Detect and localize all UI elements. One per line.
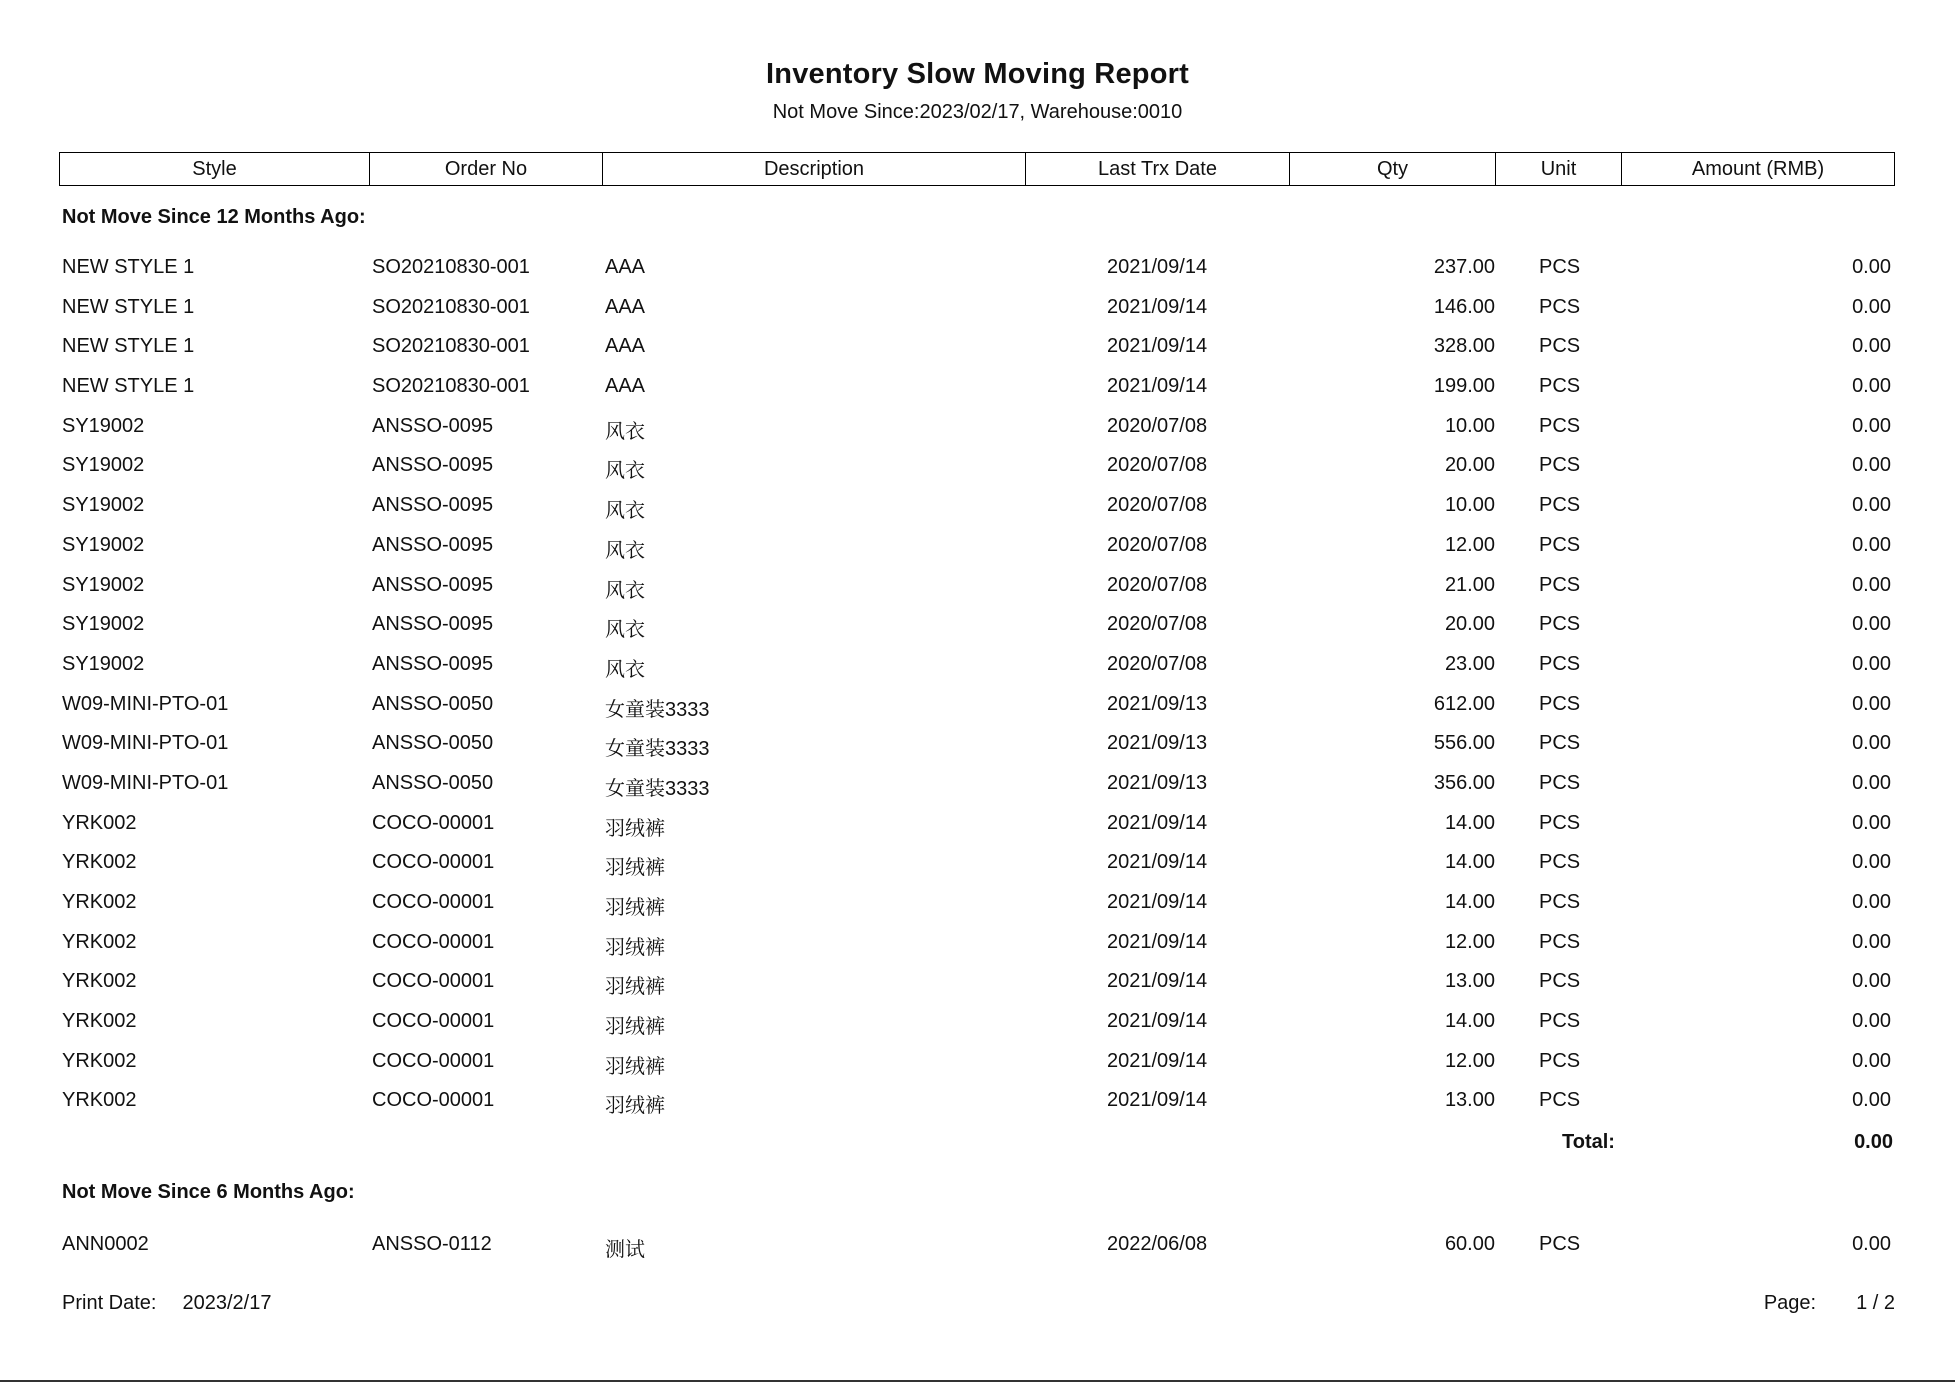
report-subtitle: Not Move Since:2023/02/17, Warehouse:0010 <box>772 101 1183 123</box>
cell-qty: 612.00 <box>1433 692 1495 715</box>
header-qty: Qty <box>1290 153 1496 185</box>
section-title-12-months: Not Move Since 12 Months Ago: <box>62 206 366 228</box>
cell-amount: 0.00 <box>1852 970 1891 993</box>
cell-amount: 0.00 <box>1852 1089 1891 1112</box>
cell-description: 羽绒裤 <box>605 976 665 999</box>
cell-order-no: ANSSO-0095 <box>372 652 494 675</box>
cell-unit: PCS <box>1539 891 1581 913</box>
print-date-value: 2023/2/17 <box>182 1292 272 1314</box>
cell-last-trx-date: 2021/09/13 <box>1107 732 1208 755</box>
cell-amount: 0.00 <box>1852 851 1891 874</box>
cell-unit: PCS <box>1539 573 1581 596</box>
cell-unit: PCS <box>1539 1010 1581 1033</box>
cell-last-trx-date: 2021/09/13 <box>1107 692 1208 715</box>
cell-qty: 199.00 <box>1433 375 1495 398</box>
table-row <box>59 1042 1895 1082</box>
cell-amount: 0.00 <box>1852 930 1891 953</box>
cell-last-trx-date: 2021/09/14 <box>1107 811 1208 834</box>
cell-qty: 60.00 <box>1444 1233 1495 1255</box>
cell-order-no: ANSSO-0095 <box>372 613 494 636</box>
cell-order-no: SO20210830-001 <box>372 295 530 318</box>
cell-qty: 14.00 <box>1444 1010 1495 1033</box>
cell-style: W09-MINI-PTO-01 <box>62 732 229 755</box>
cell-qty: 12.00 <box>1444 930 1495 953</box>
cell-qty: 10.00 <box>1444 414 1495 437</box>
cell-style: YRK002 <box>62 930 137 953</box>
table-row <box>59 1081 1895 1121</box>
cell-unit: PCS <box>1539 613 1581 636</box>
cell-description: 风衣 <box>605 539 645 562</box>
table-row <box>59 367 1895 407</box>
cell-qty: 14.00 <box>1444 891 1495 913</box>
cell-unit: PCS <box>1539 771 1581 794</box>
cell-description: AAA <box>605 256 646 278</box>
cell-unit: PCS <box>1539 930 1581 953</box>
print-date <box>62 1292 271 1315</box>
cell-style: YRK002 <box>62 811 137 834</box>
cell-amount: 0.00 <box>1852 1049 1891 1072</box>
cell-description: 测试 <box>605 1239 645 1261</box>
cell-description: 羽绒裤 <box>605 1055 665 1078</box>
cell-unit: PCS <box>1539 454 1581 477</box>
cell-description: AAA <box>605 375 646 398</box>
table-row <box>59 923 1895 963</box>
cell-amount: 0.00 <box>1852 256 1891 278</box>
cell-last-trx-date: 2021/09/14 <box>1107 891 1208 913</box>
cell-style: YRK002 <box>62 891 137 913</box>
header-last-trx-date: Last Trx Date <box>1026 153 1290 185</box>
cell-qty: 20.00 <box>1444 454 1495 477</box>
print-date-label: Print Date: <box>62 1292 157 1314</box>
cell-unit: PCS <box>1539 1089 1581 1112</box>
table-row <box>59 1002 1895 1042</box>
cell-style: SY19002 <box>62 573 145 596</box>
cell-last-trx-date: 2021/09/14 <box>1107 1010 1208 1033</box>
cell-amount: 0.00 <box>1852 1010 1891 1033</box>
cell-amount: 0.00 <box>1852 692 1891 715</box>
cell-description: 羽绒裤 <box>605 897 665 919</box>
cell-qty: 13.00 <box>1444 970 1495 993</box>
cell-description: 女童装3333 <box>605 698 710 721</box>
cell-amount: 0.00 <box>1852 652 1891 675</box>
header-order-no: Order No <box>370 153 603 185</box>
cell-amount: 0.00 <box>1852 613 1891 636</box>
cell-order-no: ANSSO-0095 <box>372 454 494 477</box>
cell-amount: 0.00 <box>1852 533 1891 556</box>
header-description: Description <box>603 153 1026 185</box>
header-style: Style <box>60 153 370 185</box>
cell-unit: PCS <box>1539 375 1581 398</box>
cell-order-no: ANSSO-0112 <box>372 1233 492 1255</box>
table-row <box>59 605 1895 645</box>
cell-last-trx-date: 2021/09/14 <box>1107 295 1208 318</box>
cell-style: YRK002 <box>62 1010 137 1033</box>
cell-amount: 0.00 <box>1852 732 1891 755</box>
cell-order-no: COCO-00001 <box>372 970 495 993</box>
cell-unit: PCS <box>1539 811 1581 834</box>
cell-description: 羽绒裤 <box>605 936 665 959</box>
cell-last-trx-date: 2020/07/08 <box>1107 573 1208 596</box>
cell-last-trx-date: 2021/09/14 <box>1107 1049 1208 1072</box>
report-title: Inventory Slow Moving Report <box>766 58 1189 90</box>
cell-unit: PCS <box>1539 335 1581 358</box>
cell-last-trx-date: 2022/06/08 <box>1107 1233 1208 1255</box>
cell-amount: 0.00 <box>1852 454 1891 477</box>
table-row <box>59 645 1895 685</box>
table-row <box>59 288 1895 328</box>
cell-qty: 12.00 <box>1444 533 1495 556</box>
cell-style: SY19002 <box>62 533 145 556</box>
cell-order-no: ANSSO-0050 <box>372 732 494 755</box>
table-row <box>59 248 1895 288</box>
table-row <box>59 526 1895 566</box>
cell-style: SY19002 <box>62 454 145 477</box>
cell-qty: 13.00 <box>1444 1089 1495 1112</box>
cell-style: YRK002 <box>62 970 137 993</box>
section-rows-12-months <box>59 248 1895 1121</box>
cell-qty: 14.00 <box>1444 811 1495 834</box>
cell-last-trx-date: 2020/07/08 <box>1107 652 1208 675</box>
cell-order-no: SO20210830-001 <box>372 335 530 358</box>
table-row <box>59 685 1895 725</box>
table-row <box>59 446 1895 486</box>
total-label: Total: <box>1562 1131 1615 1153</box>
cell-last-trx-date: 2020/07/08 <box>1107 414 1208 437</box>
cell-description: 羽绒裤 <box>605 1016 665 1039</box>
cell-description: 风衣 <box>605 460 645 483</box>
cell-style: NEW STYLE 1 <box>62 335 195 358</box>
table-row <box>59 843 1895 883</box>
cell-unit: PCS <box>1539 414 1581 437</box>
cell-amount: 0.00 <box>1852 1233 1891 1255</box>
cell-qty: 10.00 <box>1444 494 1495 517</box>
cell-style: SY19002 <box>62 414 145 437</box>
cell-amount: 0.00 <box>1852 891 1891 913</box>
cell-order-no: ANSSO-0095 <box>372 573 494 596</box>
cell-qty: 356.00 <box>1433 771 1495 794</box>
page-number <box>1764 1292 1895 1315</box>
table-row <box>59 724 1895 764</box>
cell-unit: PCS <box>1539 851 1581 874</box>
cell-last-trx-date: 2020/07/08 <box>1107 533 1208 556</box>
cell-style: YRK002 <box>62 1089 137 1112</box>
cell-qty: 556.00 <box>1433 732 1495 755</box>
cell-unit: PCS <box>1539 732 1581 755</box>
cell-unit: PCS <box>1539 256 1581 278</box>
cell-style: W09-MINI-PTO-01 <box>62 771 229 794</box>
cell-style: SY19002 <box>62 613 145 636</box>
cell-amount: 0.00 <box>1852 414 1891 437</box>
table-row <box>59 962 1895 1002</box>
cell-order-no: COCO-00001 <box>372 930 495 953</box>
cell-amount: 0.00 <box>1852 811 1891 834</box>
cell-order-no: ANSSO-0095 <box>372 533 494 556</box>
cell-description: 羽绒裤 <box>605 1095 665 1118</box>
cell-unit: PCS <box>1539 970 1581 993</box>
cell-order-no: ANSSO-0050 <box>372 771 494 794</box>
header-unit: Unit <box>1496 153 1622 185</box>
cell-amount: 0.00 <box>1852 494 1891 517</box>
cell-order-no: COCO-00001 <box>372 851 495 874</box>
cell-last-trx-date: 2020/07/08 <box>1107 613 1208 636</box>
cell-last-trx-date: 2021/09/14 <box>1107 256 1208 278</box>
cell-style: SY19002 <box>62 652 145 675</box>
cell-qty: 146.00 <box>1433 295 1495 318</box>
table-row <box>59 486 1895 526</box>
cell-description: 风衣 <box>605 579 645 602</box>
cell-qty: 23.00 <box>1444 652 1495 675</box>
table-row <box>59 407 1895 447</box>
table-row <box>59 566 1895 606</box>
cell-last-trx-date: 2021/09/14 <box>1107 930 1208 953</box>
cell-last-trx-date: 2020/07/08 <box>1107 494 1208 517</box>
table-row <box>59 883 1895 923</box>
cell-last-trx-date: 2021/09/14 <box>1107 851 1208 874</box>
section-rows-6-months <box>59 1225 1895 1265</box>
cell-description: 风衣 <box>605 619 645 642</box>
cell-qty: 12.00 <box>1444 1049 1495 1072</box>
cell-order-no: SO20210830-001 <box>372 256 530 278</box>
table-row <box>59 804 1895 844</box>
cell-style: NEW STYLE 1 <box>62 375 195 398</box>
cell-qty: 20.00 <box>1444 613 1495 636</box>
cell-unit: PCS <box>1539 1233 1581 1255</box>
cell-qty: 237.00 <box>1433 256 1495 278</box>
cell-style: ANN0002 <box>62 1233 149 1255</box>
cell-description: 风衣 <box>605 658 645 681</box>
page-value: 1 / 2 <box>1856 1292 1895 1314</box>
cell-style: SY19002 <box>62 494 145 517</box>
cell-style: YRK002 <box>62 1049 137 1072</box>
table-row <box>59 327 1895 367</box>
cell-order-no: ANSSO-0095 <box>372 494 494 517</box>
cell-order-no: SO20210830-001 <box>372 375 530 398</box>
cell-last-trx-date: 2021/09/14 <box>1107 970 1208 993</box>
table-header <box>59 152 1895 186</box>
cell-style: YRK002 <box>62 851 137 874</box>
cell-description: AAA <box>605 335 646 358</box>
cell-description: 羽绒裤 <box>605 857 665 880</box>
section-title-6-months: Not Move Since 6 Months Ago: <box>62 1181 355 1203</box>
cell-order-no: COCO-00001 <box>372 811 495 834</box>
cell-amount: 0.00 <box>1852 573 1891 596</box>
cell-last-trx-date: 2021/09/14 <box>1107 375 1208 398</box>
header-amount: Amount (RMB) <box>1691 157 1825 180</box>
cell-unit: PCS <box>1539 295 1581 318</box>
page-label: Page: <box>1763 1292 1817 1314</box>
cell-order-no: COCO-00001 <box>372 1010 495 1033</box>
cell-description: 羽绒裤 <box>605 817 665 840</box>
table-row <box>59 764 1895 804</box>
cell-order-no: COCO-00001 <box>372 1089 495 1112</box>
cell-style: NEW STYLE 1 <box>62 295 195 318</box>
cell-last-trx-date: 2021/09/14 <box>1107 1089 1208 1112</box>
cell-qty: 21.00 <box>1444 573 1495 596</box>
cell-unit: PCS <box>1539 533 1581 556</box>
total-value: 0.00 <box>1854 1131 1893 1153</box>
cell-last-trx-date: 2020/07/08 <box>1107 454 1208 477</box>
cell-description: 女童装3333 <box>605 777 710 800</box>
cell-style: W09-MINI-PTO-01 <box>62 692 229 715</box>
cell-description: 女童装3333 <box>605 738 710 761</box>
cell-unit: PCS <box>1539 692 1581 715</box>
cell-amount: 0.00 <box>1852 335 1891 358</box>
cell-unit: PCS <box>1539 494 1581 517</box>
cell-unit: PCS <box>1539 1049 1581 1072</box>
cell-description: AAA <box>605 295 646 318</box>
cell-unit: PCS <box>1539 652 1581 675</box>
cell-order-no: ANSSO-0050 <box>372 692 494 715</box>
cell-qty: 14.00 <box>1444 851 1495 874</box>
cell-amount: 0.00 <box>1852 375 1891 398</box>
cell-style: NEW STYLE 1 <box>62 256 195 278</box>
cell-order-no: COCO-00001 <box>372 1049 495 1072</box>
cell-qty: 328.00 <box>1433 335 1495 358</box>
cell-order-no: COCO-00001 <box>372 891 495 913</box>
cell-last-trx-date: 2021/09/14 <box>1107 335 1208 358</box>
cell-description: 风衣 <box>605 420 645 443</box>
table-row <box>59 1225 1895 1265</box>
cell-last-trx-date: 2021/09/13 <box>1107 771 1208 794</box>
cell-amount: 0.00 <box>1852 771 1891 794</box>
cell-order-no: ANSSO-0095 <box>372 414 494 437</box>
cell-description: 风衣 <box>605 500 645 523</box>
cell-amount: 0.00 <box>1852 295 1891 318</box>
